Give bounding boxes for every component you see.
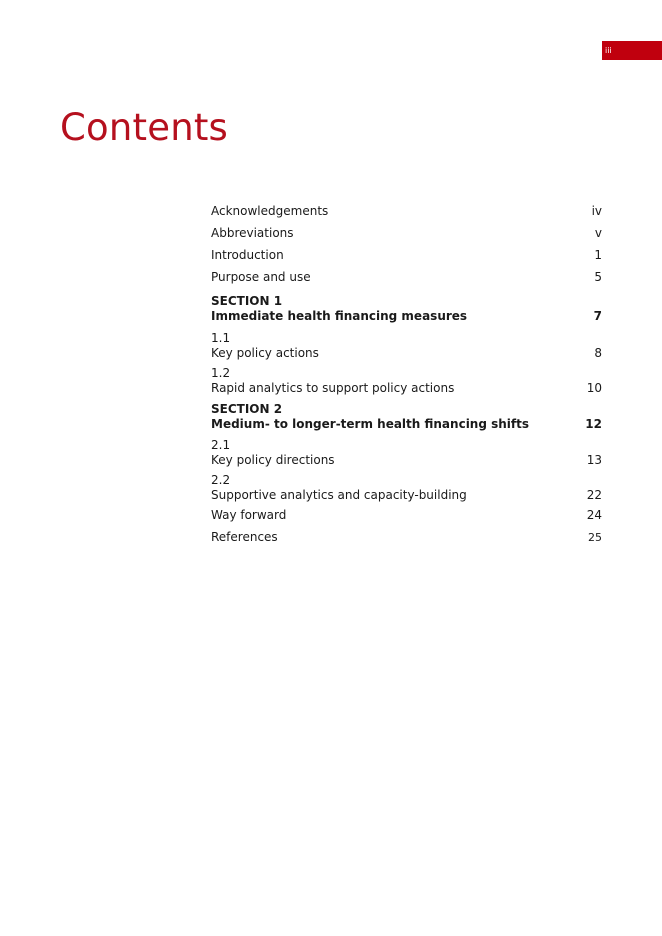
toc-entry-label: References [211, 529, 278, 544]
toc-entry-references[interactable] [211, 526, 602, 548]
toc-entry-label: Way forward [211, 507, 287, 522]
toc-entry-kicker: 1.1 [211, 331, 231, 345]
toc-entry-way-forward[interactable] [211, 504, 602, 526]
toc-entry-page: 22 [586, 488, 602, 502]
toc-entry-label: Introduction [211, 247, 284, 262]
toc-entry-page: 25 [588, 530, 602, 544]
toc-entry-label: Abbreviations [211, 225, 294, 240]
toc-entry-section-1[interactable] [211, 294, 602, 324]
toc-entry-page: iv [591, 203, 602, 218]
toc-entry-page: 12 [585, 417, 602, 431]
toc-entry-kicker: 1.2 [211, 366, 231, 380]
toc-entry-page: 10 [586, 381, 602, 395]
toc-entry-label [211, 294, 467, 324]
toc-entry-label [211, 402, 529, 432]
table-of-contents [211, 200, 602, 548]
toc-entry-title: Medium- to longer-term health financing shifts [211, 417, 530, 431]
toc-entry-title: Supportive analytics and capacity-building [211, 488, 467, 502]
toc-entry-title: Immediate health financing measures [211, 309, 468, 323]
toc-entry-2-1[interactable] [211, 438, 602, 468]
toc-entry-introduction[interactable] [211, 244, 602, 266]
toc-entry-purpose-and-use[interactable] [211, 266, 602, 288]
toc-entry-title: Rapid analytics to support policy actions [211, 381, 455, 395]
toc-entry-label [211, 438, 335, 468]
toc-entry-section-2[interactable] [211, 402, 602, 432]
toc-entry-label [211, 473, 467, 503]
toc-entry-page: 1 [594, 247, 602, 262]
toc-entry-page: 7 [593, 309, 602, 323]
toc-entry-label [211, 366, 454, 396]
toc-entry-2-2[interactable] [211, 473, 602, 503]
toc-entry-page: 13 [586, 453, 602, 467]
toc-entry-kicker: 2.2 [211, 473, 231, 487]
toc-entry-label: Acknowledgements [211, 203, 329, 218]
toc-entry-title: Key policy actions [211, 346, 319, 360]
page-number-tab: iii [602, 41, 662, 60]
toc-entry-title: Key policy directions [211, 453, 335, 467]
toc-entry-1-1[interactable] [211, 331, 602, 361]
page-title: Contents [60, 106, 229, 149]
toc-entry-label: Purpose and use [211, 269, 311, 284]
toc-entry-page: 24 [586, 507, 602, 522]
toc-entry-abbreviations[interactable] [211, 222, 602, 244]
toc-entry-page: 5 [594, 269, 602, 284]
toc-entry-label [211, 331, 319, 361]
toc-entry-page: 8 [594, 346, 602, 360]
toc-entry-acknowledgements[interactable] [211, 200, 602, 222]
toc-entry-kicker: 2.1 [211, 438, 231, 452]
toc-entry-kicker: SECTION 1 [211, 294, 283, 308]
toc-entry-page: v [594, 225, 602, 240]
toc-entry-kicker: SECTION 2 [211, 402, 283, 416]
toc-entry-1-2[interactable] [211, 366, 602, 396]
